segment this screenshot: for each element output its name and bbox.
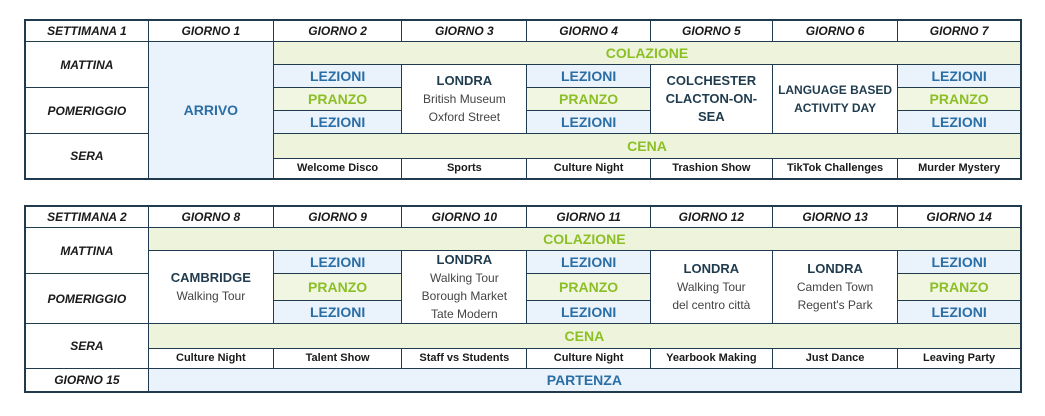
pranzo-cell: PRANZO xyxy=(273,274,401,301)
pranzo-cell: PRANZO xyxy=(898,274,1021,301)
trip-title: LONDRA xyxy=(436,252,493,267)
day-header: GIORNO 5 xyxy=(650,20,772,42)
day-header: GIORNO 7 xyxy=(898,20,1021,42)
pranzo-cell: PRANZO xyxy=(527,88,650,111)
evening-activity: TikTok Challenges xyxy=(772,158,897,179)
row-label-giorno-15: GIORNO 15 xyxy=(25,369,148,393)
evening-activity: Culture Night xyxy=(527,158,650,179)
day-header: GIORNO 2 xyxy=(273,20,401,42)
lezioni-cell: LEZIONI xyxy=(527,111,650,134)
trip-line: Oxford Street xyxy=(428,110,501,124)
evening-activity: Murder Mystery xyxy=(898,158,1021,179)
week-2-schedule xyxy=(24,205,1022,393)
week-1-schedule xyxy=(24,19,1022,180)
trip-line: Tate Modern xyxy=(431,307,498,321)
trip-line: British Museum xyxy=(423,92,506,106)
lezioni-cell: LEZIONI xyxy=(527,301,650,324)
day-header: GIORNO 4 xyxy=(527,20,650,42)
lezioni-cell: LEZIONI xyxy=(273,65,401,88)
day-header: GIORNO 6 xyxy=(772,20,897,42)
evening-activity: Just Dance xyxy=(772,348,897,368)
lezioni-cell: LEZIONI xyxy=(898,301,1021,324)
row-label-mattina: MATTINA xyxy=(25,228,148,274)
trip-title: CLACTON-ON- xyxy=(665,91,758,106)
trip-line: Regent's Park xyxy=(797,298,873,312)
trip-londra-cell xyxy=(772,251,897,324)
evening-activity: Culture Night xyxy=(527,348,650,368)
lezioni-cell: LEZIONI xyxy=(527,65,650,88)
day-header: GIORNO 9 xyxy=(273,206,401,228)
trip-londra-cell xyxy=(402,251,527,324)
row-label-pomeriggio: POMERIGGIO xyxy=(25,274,148,324)
lezioni-cell: LEZIONI xyxy=(273,301,401,324)
day-header: GIORNO 14 xyxy=(898,206,1021,228)
trip-line: Camden Town xyxy=(796,280,874,294)
trip-colchester-cell xyxy=(650,65,772,134)
trip-title: ACTIVITY DAY xyxy=(794,101,877,115)
evening-activity: Welcome Disco xyxy=(273,158,401,179)
trip-title: LANGUAGE BASED xyxy=(778,83,893,97)
trip-title: LONDRA xyxy=(436,73,493,88)
row-label-sera: SERA xyxy=(25,134,148,180)
trip-line: Walking Tour xyxy=(676,280,746,294)
trip-line: Walking Tour xyxy=(430,271,499,285)
trip-title: CAMBRIDGE xyxy=(170,270,251,285)
row-label-mattina: MATTINA xyxy=(25,42,148,88)
trip-title: LONDRA xyxy=(807,261,863,276)
lezioni-cell: LEZIONI xyxy=(527,251,650,274)
day-header: GIORNO 12 xyxy=(650,206,772,228)
arrivo-cell: ARRIVO xyxy=(148,42,273,180)
colazione-band: COLAZIONE xyxy=(273,42,1021,65)
evening-activity: Sports xyxy=(402,158,527,179)
lezioni-cell: LEZIONI xyxy=(898,251,1021,274)
header-row xyxy=(25,20,1021,42)
day-header: GIORNO 10 xyxy=(402,206,527,228)
pranzo-cell: PRANZO xyxy=(527,274,650,301)
trip-line: Walking Tour xyxy=(176,289,246,303)
trip-line: del centro città xyxy=(672,298,751,312)
partenza-band: PARTENZA xyxy=(148,369,1021,393)
header-row xyxy=(25,206,1021,228)
day-header: GIORNO 8 xyxy=(148,206,273,228)
trip-line: Borough Market xyxy=(421,289,508,303)
day-header: GIORNO 1 xyxy=(148,20,273,42)
evening-activity: Staff vs Students xyxy=(402,348,527,368)
language-activity-cell xyxy=(772,65,897,134)
pranzo-cell: PRANZO xyxy=(898,88,1021,111)
week-label: SETTIMANA 2 xyxy=(25,206,148,228)
cena-band: CENA xyxy=(273,134,1021,159)
lezioni-cell: LEZIONI xyxy=(273,251,401,274)
evening-activity: Yearbook Making xyxy=(650,348,772,368)
trip-cambridge-cell xyxy=(148,251,273,324)
day-header: GIORNO 11 xyxy=(527,206,650,228)
lezioni-cell: LEZIONI xyxy=(273,111,401,134)
trip-title: LONDRA xyxy=(683,261,740,276)
pranzo-cell: PRANZO xyxy=(273,88,401,111)
week-label: SETTIMANA 1 xyxy=(25,20,148,42)
trip-londra-cell xyxy=(402,65,527,134)
lezioni-cell: LEZIONI xyxy=(898,111,1021,134)
lezioni-cell: LEZIONI xyxy=(898,65,1021,88)
day-header: GIORNO 3 xyxy=(402,20,527,42)
colazione-band: COLAZIONE xyxy=(148,228,1021,251)
evening-activity: Leaving Party xyxy=(898,348,1021,368)
trip-title: COLCHESTER xyxy=(666,73,757,88)
trip-londra-cell xyxy=(650,251,772,324)
trip-title: SEA xyxy=(697,109,725,124)
day-header: GIORNO 13 xyxy=(772,206,897,228)
evening-activity: Culture Night xyxy=(148,348,273,368)
cena-band: CENA xyxy=(148,324,1021,349)
row-label-pomeriggio: POMERIGGIO xyxy=(25,88,148,134)
row-label-sera: SERA xyxy=(25,324,148,369)
evening-activity: Trashion Show xyxy=(650,158,772,179)
evening-activity: Talent Show xyxy=(273,348,401,368)
